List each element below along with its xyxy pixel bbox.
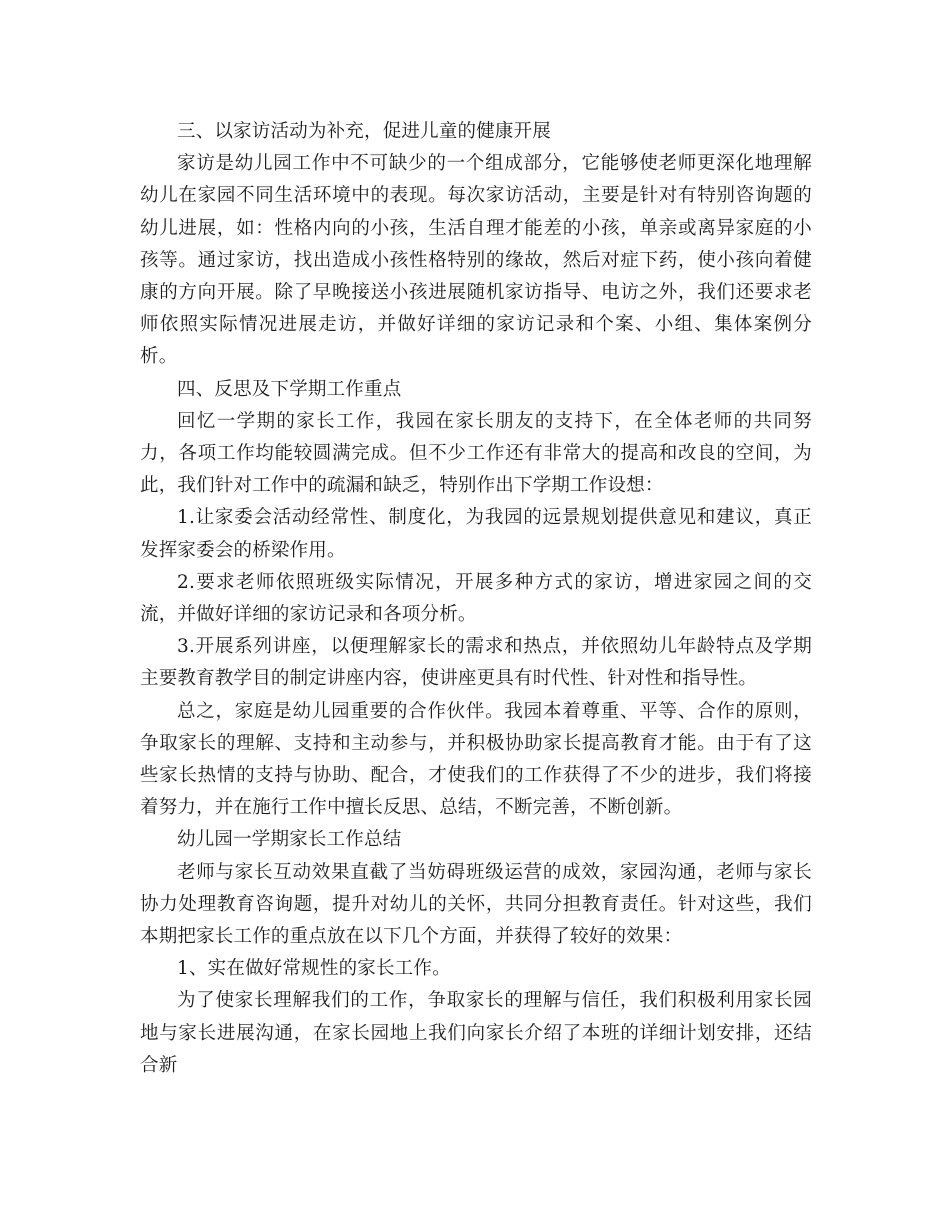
section-heading-home-visits: 三、以家访活动为补充，促进儿童的健康开展 (177, 121, 552, 142)
document-body (140, 116, 812, 1082)
paragraph-conclusion: 总之，家庭是幼儿园重要的合作伙伴。我园本着尊重、平等、合作的原则，争取家长的理解、支持和主动参与，并积极协助家长提高教育才能。由于有了这些家长热情的支持与协助、配合，才使我们的工作获得了不少的进步，我们将接着努力，并在施行工作中擅长反思、总结，不断完善，不断创新。 (140, 700, 812, 819)
list-item-1: 1.让家委会活动经常性、制度化，为我园的远景规划提供意见和建议，真正发挥家委会的桥梁作用。 (140, 507, 812, 561)
paragraph-parent-garden: 为了使家长理解我们的工作，争取家长的理解与信任，我们积极利用家长园地与家长进展沟通，在家长园地上我们向家长介绍了本班的详细计划安排，还结合新 (140, 990, 812, 1076)
section-title-summary: 幼儿园一学期家长工作总结 (177, 829, 402, 851)
paragraph-review: 回忆一学期的家长工作，我园在家长朋友的支持下，在全体老师的共同努力，各项工作均能较圆满完成。但不少工作还有非常大的提高和改良的空间，为此，我们针对工作中的疏漏和缺乏，特别作出下学期工作设想： (140, 410, 812, 497)
list-item-2: 2.要求老师依照班级实际情况，开展多种方式的家访，增进家园之间的交流，并做好详细的家访记录和各项分析。 (140, 571, 812, 626)
paragraph-summary-intro: 老师与家长互动效果直截了当妨碍班级运营的成效，家园沟通，老师与家长协力处理教育咨询题，提升对幼儿的关怀，共同分担教育责任。针对这些，我们本期把家长工作的重点放在以下几个方面，并获得了较好的效果： (140, 861, 812, 948)
section-heading-reflection: 四、反思及下学期工作重点 (177, 378, 402, 400)
paragraph-home-visits: 家访是幼儿园工作中不可缺少的一个组成部分，它能够使老师更深化地理解幼儿在家园不同生活环境中的表现。每次家访活动，主要是针对有特别咨询题的幼儿进展，如：性格内向的小孩，生活自理才能差的小孩，单亲或离异家庭的小孩等。通过家访，找出造成小孩性格特别的缘故，然后对症下药，使小孩向着健康的方向开展。除了早晚接送小孩进展随机家访指导、电访之外，我们还要求老师依照实际情况进展走访，并做好详细的家访记录和个案、小组、集体案例分析。 (140, 153, 812, 368)
list-item-3: 3.开展系列讲座，以便理解家长的需求和热点，并依照幼儿年龄特点及学期主要教育教学目的制定讲座内容，使讲座更具有时代性、针对性和指导性。 (140, 636, 812, 690)
subheading-routine-work: 1、实在做好常规性的家长工作。 (177, 958, 451, 980)
